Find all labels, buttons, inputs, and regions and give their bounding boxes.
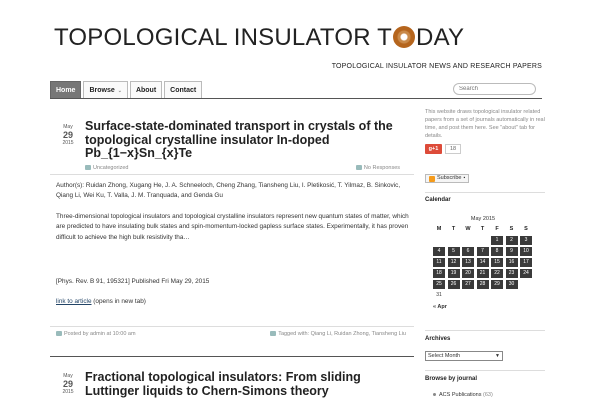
- post-date-day: 29: [62, 130, 73, 140]
- calendar-day[interactable]: 30: [506, 280, 518, 289]
- article-link[interactable]: link to article: [56, 298, 92, 305]
- calendar-day[interactable]: 1: [491, 236, 503, 245]
- chevron-down-icon: ▼: [495, 353, 500, 359]
- archives-title: Archives: [425, 336, 451, 342]
- gplus-button[interactable]: g+1: [425, 144, 442, 154]
- calendar-day[interactable]: 21: [477, 269, 489, 278]
- comment-icon: [356, 165, 362, 170]
- main-nav: [50, 81, 202, 99]
- nav-divider: [50, 98, 542, 99]
- calendar: [433, 216, 533, 310]
- gplus-count: 18: [445, 144, 461, 154]
- rss-mini-icon: ▪: [463, 175, 466, 181]
- post-abstract: Three-dimensional topological insulators and topological crystalline insulators represent new quantum states of matter, which are predicted to have insulating bulk states and spin-momentum-locked gapless surface states. Experimentally, it has proven difficult to achieve the high bulk resistivity tha…: [56, 213, 409, 241]
- post-tags[interactable]: [270, 331, 406, 337]
- calendar-day[interactable]: 27: [462, 280, 474, 289]
- post-author: [56, 331, 136, 337]
- calendar-day[interactable]: 12: [448, 258, 460, 267]
- calendar-weekday: T: [480, 226, 485, 232]
- calendar-day[interactable]: 5: [448, 247, 460, 256]
- article-link-suffix: (opens in new tab): [91, 298, 146, 305]
- search-input[interactable]: [453, 83, 536, 95]
- site-title[interactable]: [54, 24, 464, 52]
- calendar-weekday: S: [509, 226, 514, 232]
- post-date-month: May: [63, 373, 73, 379]
- post-meta-divider: [50, 174, 414, 175]
- widget-divider: [425, 192, 545, 193]
- site-title-part1: TOPOLOGICAL INSULATOR T: [54, 24, 393, 51]
- calendar-day[interactable]: 28: [477, 280, 489, 289]
- calendar-empty-cell: [506, 291, 518, 300]
- post-date: [56, 124, 80, 146]
- calendar-weekday: F: [495, 226, 499, 232]
- calendar-empty-cell: [520, 280, 532, 289]
- nav-browse[interactable]: [83, 81, 128, 99]
- calendar-day[interactable]: 4: [433, 247, 445, 256]
- journal-item[interactable]: [433, 392, 493, 398]
- calendar-day[interactable]: 6: [462, 247, 474, 256]
- widget-divider: [425, 330, 545, 331]
- journal-item-count: (63): [483, 392, 493, 398]
- post-category-label: Uncategorized: [93, 165, 129, 171]
- post-date-day: 29: [62, 379, 73, 389]
- share-row: [425, 144, 545, 154]
- calendar-day[interactable]: 19: [448, 269, 460, 278]
- calendar-day[interactable]: 7: [477, 247, 489, 256]
- calendar-day[interactable]: 9: [506, 247, 518, 256]
- nav-about-label: About: [135, 87, 157, 94]
- calendar-day[interactable]: 8: [491, 247, 503, 256]
- calendar-day[interactable]: 29: [491, 280, 503, 289]
- post-comments[interactable]: [356, 165, 400, 171]
- calendar-grid: [433, 225, 533, 300]
- post-category[interactable]: [85, 165, 128, 171]
- calendar-day[interactable]: 17: [520, 258, 532, 267]
- widget-divider: [425, 370, 545, 371]
- calendar-day[interactable]: 14: [477, 258, 489, 267]
- calendar-day[interactable]: 16: [506, 258, 518, 267]
- calendar-day[interactable]: 2: [506, 236, 518, 245]
- calendar-caption: May 2015: [470, 216, 496, 222]
- post-title[interactable]: Fractional topological insulators: From sliding Luttinger liquids to Chern-Simons theory: [85, 370, 361, 398]
- tag-icon: [270, 331, 276, 336]
- calendar-empty-cell: [448, 236, 460, 245]
- post-link-row: [56, 297, 412, 307]
- calendar-day[interactable]: 23: [506, 269, 518, 278]
- post-meta-top: [85, 165, 410, 174]
- post-authors: Author(s): Ruidan Zhong, Xugang He, J. A. Schneeloch, Cheng Zhang, Tiansheng Liu, I. Pletikosić, T. Yilmaz, B. Sinkovic, Qiang Li, Wei Ku, T. Valla, J. M. Tranquada, and Genda Gu: [56, 182, 401, 200]
- post-date: [56, 373, 80, 395]
- subscribe-label: Subscribe: [437, 175, 462, 181]
- calendar-weekday: S: [524, 226, 528, 232]
- calendar-empty-cell: [433, 236, 445, 245]
- nav-contact[interactable]: [164, 81, 202, 99]
- archives-select[interactable]: [425, 351, 503, 361]
- calendar-day[interactable]: 22: [491, 269, 503, 278]
- calendar-title: Calendar: [425, 197, 451, 203]
- calendar-day[interactable]: 13: [462, 258, 474, 267]
- calendar-day[interactable]: 15: [491, 258, 503, 267]
- calendar-empty-cell: [448, 291, 460, 300]
- calendar-empty-cell: [462, 236, 474, 245]
- calendar-empty-cell: [477, 291, 489, 300]
- calendar-day[interactable]: 18: [433, 269, 445, 278]
- post-meta-bottom: [56, 331, 410, 340]
- journal-title: Browse by journal: [425, 376, 478, 382]
- calendar-prev-link[interactable]: « Apr: [433, 304, 447, 310]
- calendar-day[interactable]: 24: [520, 269, 532, 278]
- calendar-day[interactable]: 31: [436, 292, 442, 298]
- post-date-year: 2015: [62, 389, 74, 395]
- calendar-day[interactable]: 10: [520, 247, 532, 256]
- nav-browse-label: Browse: [89, 87, 115, 94]
- calendar-empty-cell: [462, 291, 474, 300]
- journal-item-label: ACS Publications: [439, 392, 482, 398]
- chevron-down-icon: ⌄: [117, 88, 122, 94]
- folder-icon: [85, 165, 91, 170]
- nav-home[interactable]: [50, 81, 81, 99]
- site-title-part2: DAY: [416, 24, 465, 51]
- calendar-day[interactable]: 26: [448, 280, 460, 289]
- user-icon: [56, 331, 62, 336]
- post-tags-label: Tagged with: Qiang Li, Ruidan Zhong, Tiansheng Liu: [278, 331, 406, 337]
- post-footer-divider: [50, 326, 414, 327]
- site-description: This website draws topological insulator related papers from a set of journals automatically in real time, and post them here. See "about" tab for details.: [425, 109, 545, 139]
- archives-select-value: Select Month: [428, 353, 461, 359]
- calendar-weekday: T: [451, 226, 456, 232]
- donut-logo-icon: [393, 26, 415, 48]
- calendar-empty-cell: [491, 291, 503, 300]
- subscribe-button[interactable]: [425, 174, 469, 183]
- post-citation: [Phys. Rev. B 91, 195321] Published Fri May 29, 2015: [56, 278, 210, 285]
- nav-home-label: Home: [56, 87, 76, 94]
- calendar-empty-cell: [477, 236, 489, 245]
- post-separator: [50, 356, 414, 357]
- calendar-empty-cell: [520, 291, 532, 300]
- nav-contact-label: Contact: [170, 87, 197, 94]
- calendar-weekday: W: [465, 226, 471, 232]
- site-tagline: TOPOLOGICAL INSULATOR NEWS AND RESEARCH PAPERS: [331, 63, 542, 70]
- post-comments-label: No Responses: [363, 165, 400, 171]
- post-date-month: May: [63, 124, 73, 130]
- calendar-day[interactable]: 25: [433, 280, 445, 289]
- bullet-icon: [433, 393, 436, 396]
- calendar-day[interactable]: 11: [433, 258, 445, 267]
- post-author-label: Posted by admin at 10:00 am: [64, 331, 136, 337]
- rss-icon: [429, 176, 435, 182]
- post-date-year: 2015: [62, 140, 74, 146]
- calendar-day[interactable]: 3: [520, 236, 532, 245]
- sidebar: [425, 108, 545, 398]
- post-title[interactable]: Surface-state-dominated transport in crystals of the topological crystalline insulator In-doped Pb_{1−x}Sn_{x}Te: [85, 119, 393, 160]
- calendar-day[interactable]: 20: [462, 269, 474, 278]
- calendar-weekday: M: [436, 226, 442, 232]
- nav-about[interactable]: [130, 81, 162, 99]
